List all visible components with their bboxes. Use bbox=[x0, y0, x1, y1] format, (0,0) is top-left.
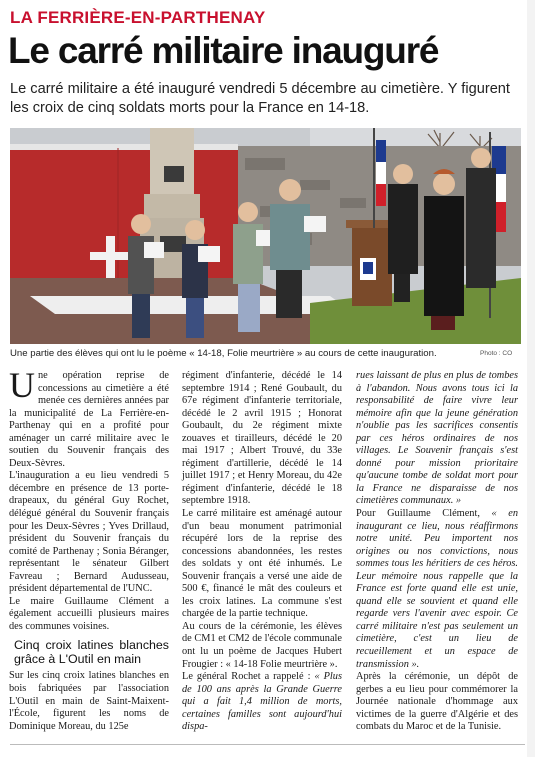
article-photo bbox=[10, 128, 521, 344]
paragraph-soldats: régiment d'infanterie, décédé le 14 septembre 1914 ; René Goubault, du 67e régiment d'infanterie territoriale, décédé le 2 avril 1915 ; Honorat Goubault, du 2e régiment mixte zouaves et tirailleurs, décédé le 20 mai 1917 ; Albert Trouvé, du 33e régiment d'artillerie, décédé le 14 juillet 1917 ; et Henry Moreau, du 42e régiment d'infanterie, décédé le 18 septembre 1918. bbox=[182, 370, 342, 507]
article-subhead: Cinq croix latines blanches grâce à L'Outil en main bbox=[14, 638, 169, 667]
paragraph-intro: Une opération reprise de concessions au cimetière a été menée ces dernières années par la municipalité de La Ferrière-en-Parthenay qui en a profité pour aménager un carré militaire avec le soutien du Souvenir français des Deux-Sèvres. bbox=[9, 365, 169, 469]
paragraph-clement: Pour Guillaume Clément, « en inaugurant ce lieu, nous réaffirmons notre unité. Peu importent nos origines ou nos convictions, nous sommes tous les héritiers de ces héros. Leur mémoire nous rappelle que la France est forte quand elle est unie, quand elle se souvient et quand elle regarde vers l'avenir avec espoir. Ce carré militaire n'est pas seulement un cimetière, c'est un lieu de recueillement et un espace de transmission ». bbox=[356, 508, 518, 670]
paragraph-monument: Le carré militaire est aménagé autour d'un beau monument patrimonial récupéré lors de la reprise des concessions abandonnées, les restes des soldats y ont été inhumés. Le Souvenir français a versé une aide de 500 €, financé le mât des couleurs et les croix latines. La commune s'est chargée de la partie technique. bbox=[182, 508, 342, 620]
bottom-rule bbox=[10, 744, 525, 745]
column-3 bbox=[356, 370, 518, 734]
photo-credit: Photo : CO bbox=[480, 350, 513, 357]
column-1 bbox=[9, 365, 169, 733]
photo-caption: Une partie des élèves qui ont lu le poème « 14-18, Folie meurtrière » au cours de cette inauguration. bbox=[10, 348, 437, 359]
drop-cap: U bbox=[9, 365, 35, 405]
article-kicker: LA FERRIÈRE-EN-PARTHENAY bbox=[10, 8, 266, 27]
paragraph-ceremonie: Au cours de la cérémonie, les élèves de CM1 et CM2 de l'école communale ont lu un poème de Jacques Hubert Frougier : « 14-18 Folie meurtrière ». bbox=[182, 620, 342, 670]
article-lead: Le carré militaire a été inauguré vendredi 5 décembre au cimetière. Y figurent les croix de cinq soldats morts pour la France en 14-18. bbox=[10, 81, 510, 116]
paragraph-maire: Le maire Guillaume Clément a également accueilli plusieurs maires des communes voisines. bbox=[9, 595, 169, 632]
column-2 bbox=[182, 370, 342, 734]
paragraph-rochet: Le général Rochet a rappelé : « Plus de 100 ans après la Grande Guerre qui a fait 1,4 million de morts, certaines familles sont aujourd'hui dispa- bbox=[182, 671, 342, 733]
paragraph-rochet-suite: rues laissant de plus en plus de tombes à l'abandon. Nous avons tous ici la responsabilité de faire vivre leur mémoire afin que la jeune génération n'oublie pas les sacrifices consentis par ces héros ordinaires de nos villages. Le Souvenir français s'est donné pour mission prioritaire qu'aucune tombe de soldat mort pour la France ne disparaisse de nos cimetières communaux. » bbox=[356, 370, 518, 507]
paragraph-croix: Sur les cinq croix latines blanches en bois fabriquées par l'association L'Outil en main de Saint-Maixent-l'École, figurent les noms de Dominique Moreau, du 125e bbox=[9, 670, 169, 732]
paragraph-gerbes: Après la cérémonie, un dépôt de gerbes a eu lieu pour commémorer la Journée nationale d'hommage aux victimes de la guerre d'Algérie et des combats du Maroc et de la Tunisie. bbox=[356, 671, 518, 733]
article-headline: Le carré militaire inauguré bbox=[8, 30, 439, 71]
paragraph-inauguration: L'inauguration a eu lieu vendredi 5 décembre en présence de 13 porte-drapeaux, du général Guy Rochet, délégué général du Souvenir français pour les Deux-Sèvres ; Yves Drillaud, président du Souvenir français du comité de Parthenay ; Sonia Béranger, représentant le sénateur Gilbert Favreau ; Bernard Audusseau, président départemental de l'UNC. bbox=[9, 470, 169, 595]
